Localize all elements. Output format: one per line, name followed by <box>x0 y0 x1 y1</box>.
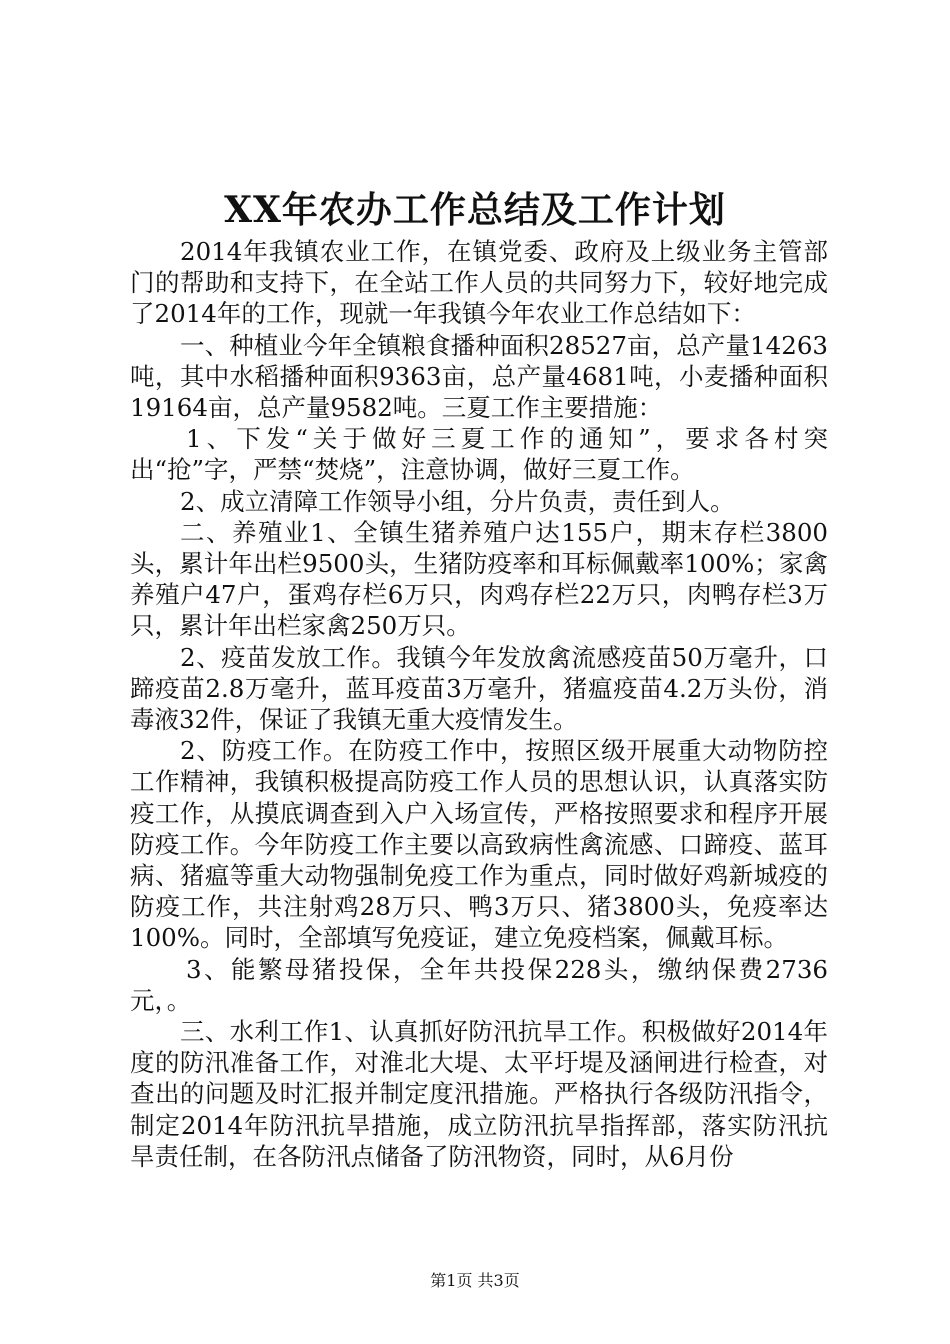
paragraph-sow-insurance: 3、能繁母猪投保，全年共投保228头，缴纳保费2736元，。 <box>130 954 828 1015</box>
page-footer: 第1页 共3页 <box>430 1271 520 1290</box>
paragraph-vaccine: 2、疫苗发放工作。我镇今年发放禽流感疫苗50万毫升，口蹄疫苗2.8万毫升，蓝耳疫苗3万毫升，猪瘟疫苗4.2万头份，消毒液32件，保证了我镇无重大疫情发生。 <box>130 642 828 735</box>
paragraph-epidemic-prevention: 2、防疫工作。在防疫工作中，按照区级开展重大动物防控工作精神，我镇积极提高防疫工作人员的思想认识，认真落实防疫工作，从摸底调查到入户入场宣传，严格按照要求和程序开展防疫工作。今年防疫工作主要以高致病性禽流感、口蹄疫、蓝耳病、猪瘟等重大动物强制免疫工作为重点，同时做好鸡新城疫的防疫工作，共注射鸡28万只、鸭3万只、猪3800头，免疫率达100%。同时，全部填写免疫证，建立免疫档案，佩戴耳标。 <box>130 736 828 953</box>
document-body <box>130 236 828 1172</box>
paragraph-breeding: 二、养殖业1、全镇生猪养殖户达155户，期末存栏3800头，累计年出栏9500头，生猪防疫率和耳标佩戴率100%；家禽养殖户47户，蛋鸡存栏6万只，肉鸡存栏22万只，肉鸭存栏3万只，累计年出栏家禽250万只。 <box>130 517 828 641</box>
document-title: XX年农办工作总结及工作计划 <box>224 189 726 231</box>
paragraph-summer-notice: 1、下发“关于做好三夏工作的通知”，要求各村突出“抢”字，严禁“焚烧”，注意协调，做好三夏工作。 <box>130 424 828 485</box>
paragraph-clearing-group: 2、成立清障工作领导小组，分片负责，责任到人。 <box>180 486 735 516</box>
paragraph-intro: 2014年我镇农业工作，在镇党委、政府及上级业务主管部门的帮助和支持下，在全站工作人员的共同努力下，较好地完成了2014年的工作，现就一年我镇今年农业工作总结如下： <box>130 237 828 329</box>
paragraph-planting: 一、种植业今年全镇粮食播种面积28527亩，总产量14263吨，其中水稻播种面积9363亩，总产量4681吨，小麦播种面积19164亩，总产量9582吨。三夏工作主要措施： <box>130 330 828 423</box>
paragraph-water-conservancy: 三、水利工作1、认真抓好防汛抗旱工作。积极做好2014年度的防汛准备工作，对淮北大堤、太平圩堤及涵闸进行检查，对查出的问题及时汇报并制定度汛措施。严格执行各级防汛指令，制定2014年防汛抗旱措施，成立防汛抗旱指挥部，落实防汛抗旱责任制，在各防汛点储备了防汛物资，同时，从6月份 <box>130 1017 828 1171</box>
